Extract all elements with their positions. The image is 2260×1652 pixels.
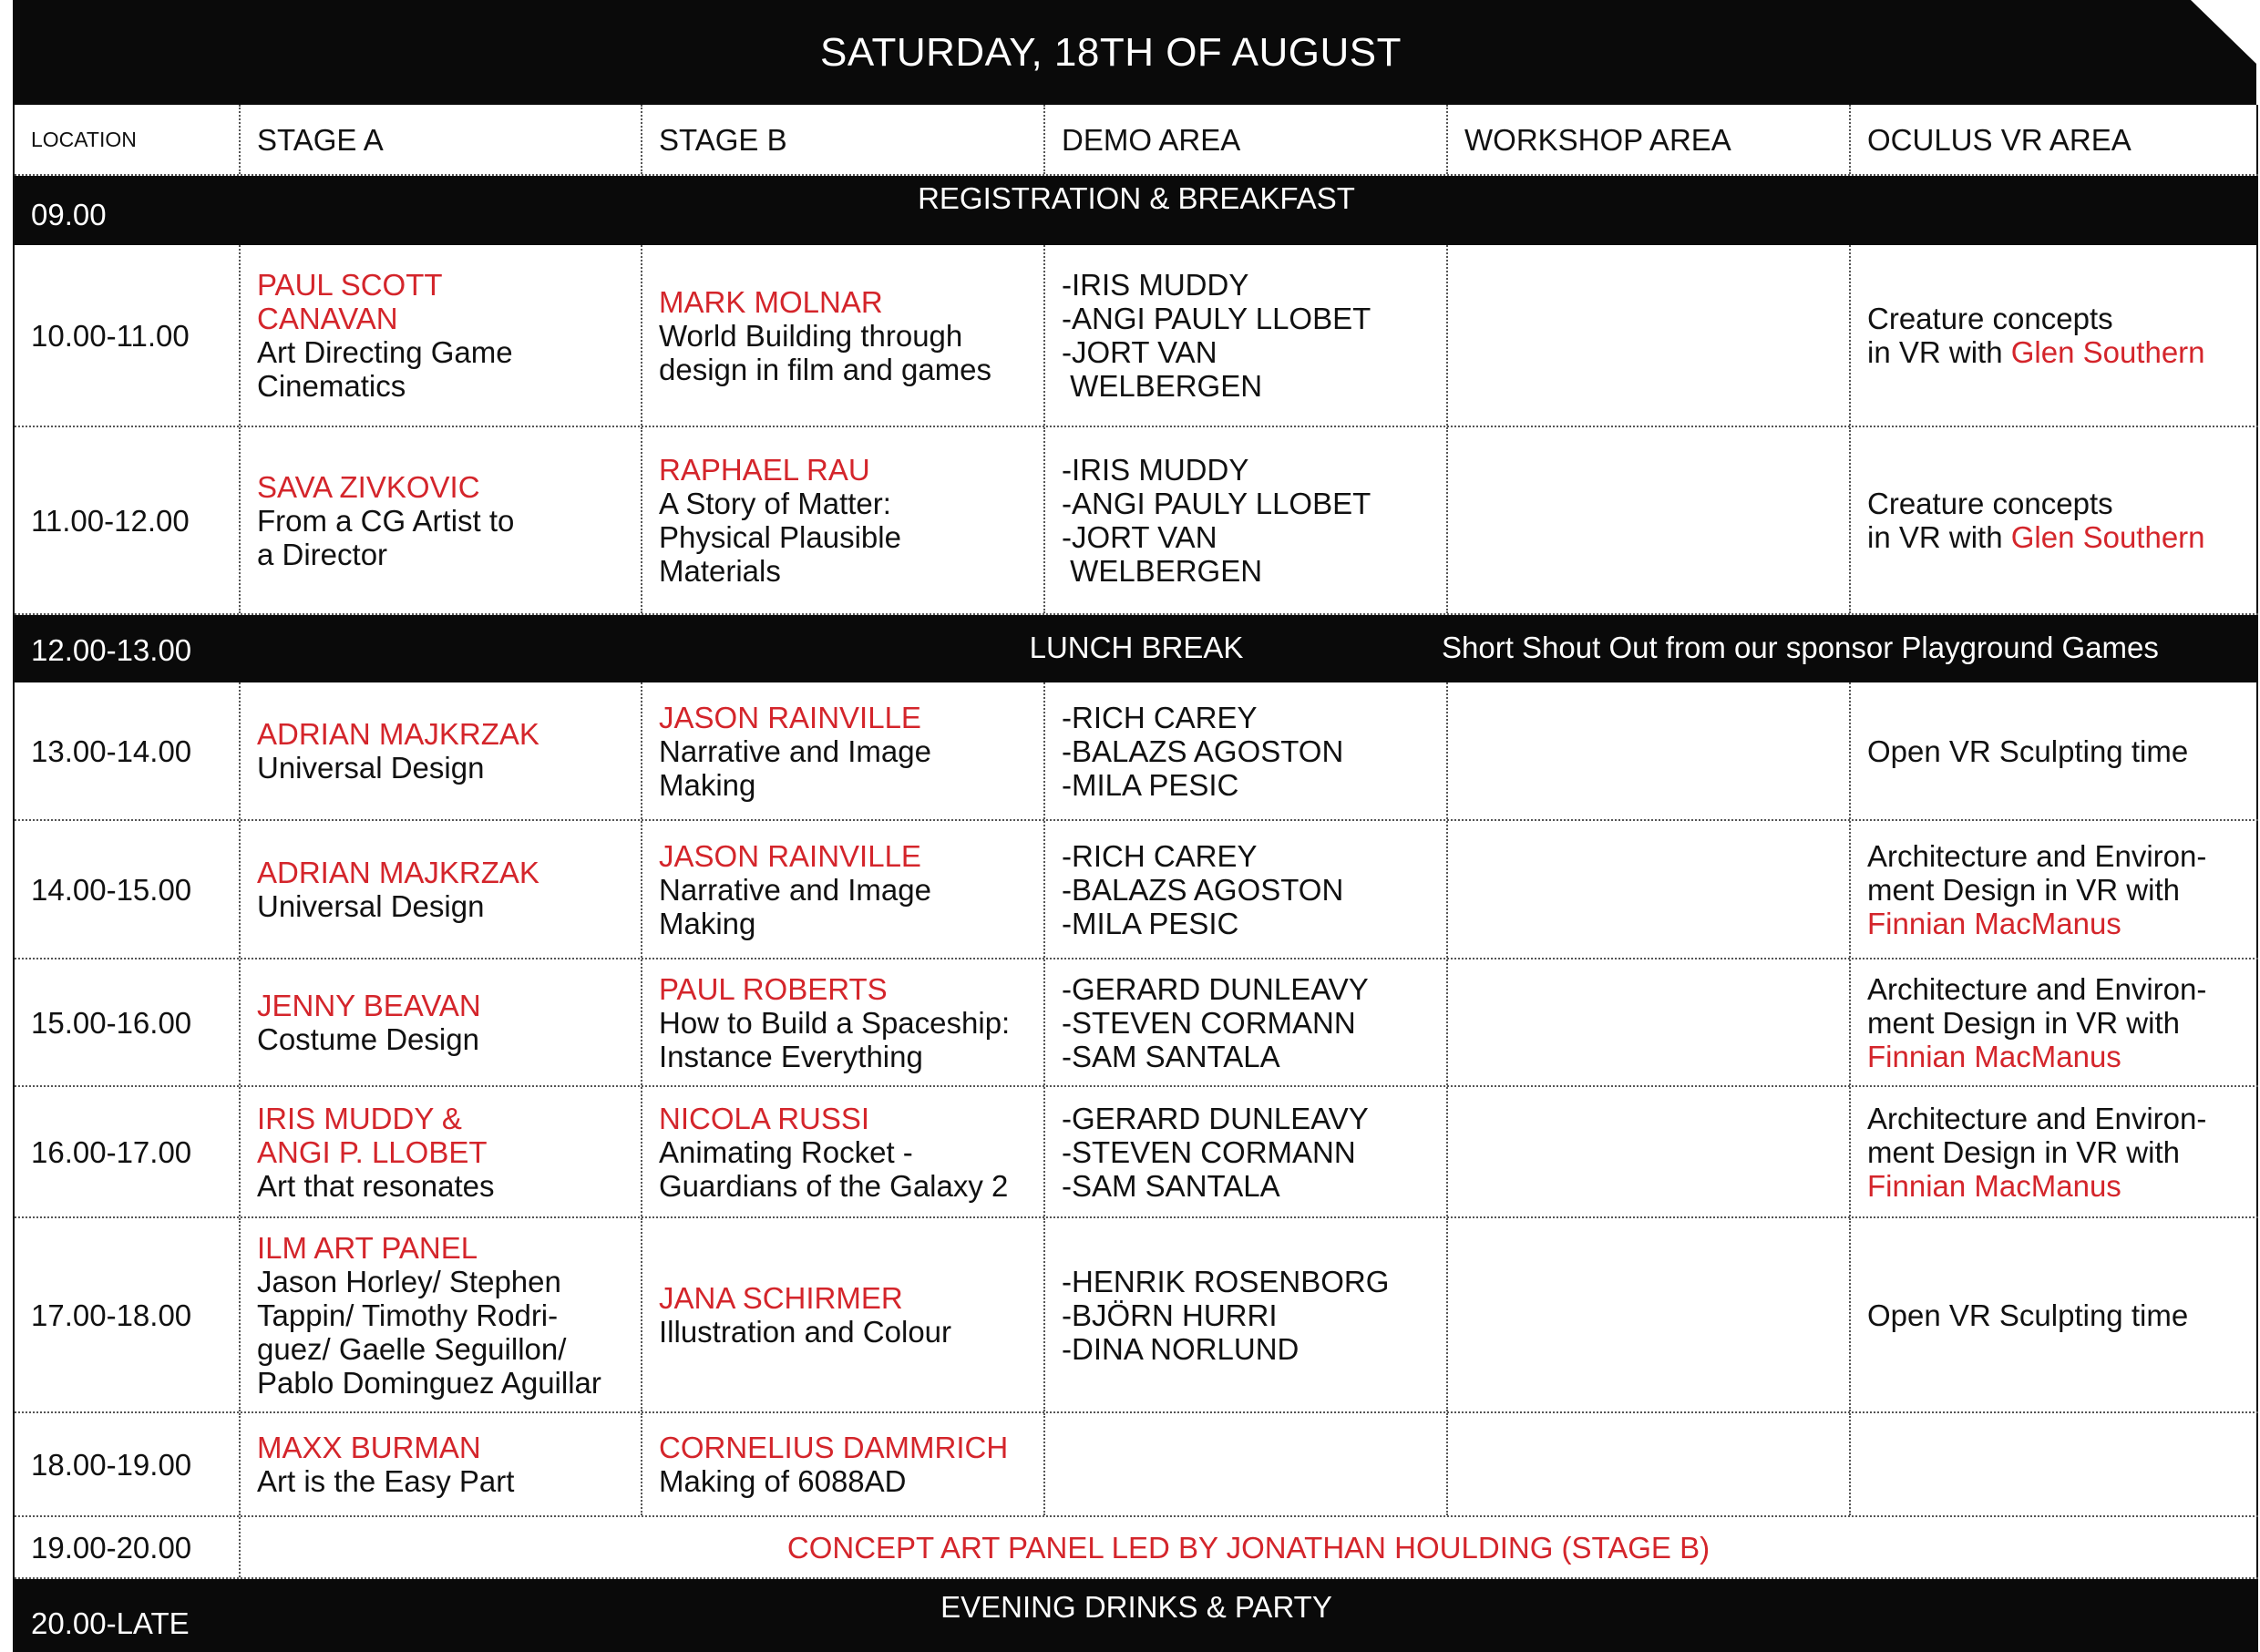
time-cell: 16.00-17.00 (15, 1087, 241, 1216)
workshop-area-cell (1448, 821, 1851, 958)
oculus-vr-cell (1851, 682, 2258, 819)
band-time: 09.00 (31, 198, 107, 231)
vr-text-line: in VR with (1867, 520, 2011, 554)
talk-title: Making (659, 906, 756, 940)
schedule-sheet (13, 0, 2256, 1640)
vr-text-line: Open VR Sculpting time (1867, 1298, 2189, 1332)
speaker-name: SAVA ZIVKOVIC (257, 469, 480, 504)
stage-b-cell (642, 821, 1045, 958)
demo-artist: -MILA PESIC (1062, 767, 1239, 802)
workshop-area-cell (1448, 959, 1851, 1085)
oculus-vr-cell (1851, 821, 2258, 958)
talk-title: Physical Plausible (659, 520, 901, 554)
demo-area-cell (1045, 682, 1448, 819)
stage-a-cell (241, 821, 642, 958)
vr-text-line: Creature concepts (1867, 302, 2113, 335)
session-row (15, 245, 2258, 427)
speaker-name: PAUL SCOTT (257, 268, 443, 302)
talk-title: Making (659, 767, 756, 802)
band-time: 12.00-13.00 (31, 633, 192, 667)
workshop-area-cell (1448, 682, 1851, 819)
session-row (15, 427, 2258, 615)
demo-artist: -SAM SANTALA (1062, 1039, 1280, 1073)
vr-text-line: Architecture and Environ- (1867, 838, 2207, 873)
talk-title: Materials (659, 554, 781, 588)
vr-text-line: ment Design in VR with (1867, 1005, 2180, 1040)
vr-session-text (1867, 1135, 2240, 1169)
time-cell: 14.00-15.00 (15, 821, 241, 958)
stage-b-cell (642, 245, 1045, 426)
vr-session-text (1867, 734, 2240, 768)
time-cell: 11.00-12.00 (15, 427, 241, 613)
vr-text-line: Architecture and Environ- (1867, 971, 2207, 1006)
registration-band (15, 176, 2258, 245)
session-row (15, 1218, 2258, 1413)
talk-title: Cinematics (257, 369, 406, 403)
vr-text-line: Creature concepts (1867, 487, 2113, 520)
band-text: EVENING DRINKS & PARTY (940, 1590, 1332, 1624)
stage-a-cell (241, 245, 642, 426)
vr-session-text (1867, 1006, 2240, 1040)
demo-artist: -IRIS MUDDY (1062, 453, 1249, 487)
vr-text-line: ment Design in VR with (1867, 872, 2180, 907)
speaker-name: NICOLA RUSSI (659, 1101, 870, 1135)
sponsor-note: Short Shout Out from our sponsor Playground Games (1442, 631, 2159, 664)
stage-b-cell (642, 1218, 1045, 1411)
header-stage-a: STAGE A (241, 105, 642, 174)
vr-text-line: in VR with (1867, 335, 2011, 369)
demo-artist: -JORT VAN (1062, 335, 1217, 369)
oculus-vr-cell (1851, 959, 2258, 1085)
vr-session-text (1867, 839, 2240, 873)
band-text: LUNCH BREAK (1029, 631, 1244, 664)
demo-area-cell (1045, 427, 1448, 613)
talk-title: Costume Design (257, 1022, 479, 1056)
speaker-name: JENNY BEAVAN (257, 989, 481, 1022)
panel-row (15, 1517, 2258, 1579)
speaker-name: MAXX BURMAN (257, 1431, 481, 1464)
speaker-name: JASON RAINVILLE (659, 700, 921, 734)
speaker-name: JASON RAINVILLE (659, 838, 921, 873)
time-cell: 13.00-14.00 (15, 682, 241, 819)
vr-text-line: Architecture and Environ- (1867, 1101, 2207, 1135)
demo-artist: WELBERGEN (1062, 369, 1263, 403)
vr-session-text (1867, 873, 2240, 907)
speaker-name: CANAVAN (257, 302, 398, 335)
vr-session-text (1867, 972, 2240, 1006)
header-workshop-area: WORKSHOP AREA (1448, 105, 1851, 174)
demo-area-cell (1045, 959, 1448, 1085)
speaker-name: ADRIAN MAJKRZAK (257, 717, 539, 751)
talk-title: Pablo Dominguez Aguillar (257, 1365, 601, 1400)
talk-title: Universal Design (257, 751, 485, 785)
demo-artist: -BJÖRN HURRI (1062, 1298, 1278, 1332)
talk-title: How to Build a Spaceship: (659, 1005, 1011, 1040)
demo-artist: WELBERGEN (1062, 554, 1263, 588)
talk-title: Making of 6088AD (659, 1464, 907, 1498)
evening-band (15, 1579, 2258, 1652)
vr-session-text (1867, 1102, 2240, 1135)
session-row (15, 1413, 2258, 1517)
demo-artist: -HENRIK ROSENBORG (1062, 1264, 1390, 1298)
session-row (15, 959, 2258, 1087)
time-cell: 10.00-11.00 (15, 245, 241, 426)
talk-title: Tappin/ Timothy Rodri- (257, 1298, 559, 1332)
band-time: 20.00-LATE (31, 1606, 190, 1640)
time-cell: 19.00-20.00 (15, 1517, 241, 1577)
stage-a-cell (241, 1218, 642, 1411)
stage-a-cell (241, 682, 642, 819)
demo-area-cell (1045, 1218, 1448, 1411)
band-text: REGISTRATION & BREAKFAST (918, 181, 1355, 215)
workshop-area-cell (1448, 245, 1851, 426)
demo-artist: -MILA PESIC (1062, 906, 1239, 940)
vr-session-text (1867, 1298, 2240, 1332)
stage-a-cell (241, 959, 642, 1085)
speaker-name: IRIS MUDDY & (257, 1101, 462, 1135)
demo-area-cell (1045, 821, 1448, 958)
talk-title: Illustration and Colour (659, 1315, 952, 1349)
speaker-name: JANA SCHIRMER (659, 1281, 903, 1315)
stage-a-cell (241, 1413, 642, 1515)
demo-artist: -RICH CAREY (1062, 838, 1258, 873)
talk-title: design in film and games (659, 352, 992, 386)
time-cell: 17.00-18.00 (15, 1218, 241, 1411)
demo-artist: -BALAZS AGOSTON (1062, 872, 1344, 907)
demo-artist: -SAM SANTALA (1062, 1168, 1280, 1203)
demo-artist: -GERARD DUNLEAVY (1062, 1101, 1369, 1135)
demo-artist: -JORT VAN (1062, 520, 1217, 554)
talk-title: guez/ Gaelle Seguillon/ (257, 1331, 567, 1366)
vr-session-text (1867, 335, 2240, 369)
demo-artist: -ANGI PAULY LLOBET (1062, 302, 1371, 335)
header-stage-b: STAGE B (642, 105, 1045, 174)
vr-host-name: Glen Southern (2010, 335, 2205, 369)
time-cell: 15.00-16.00 (15, 959, 241, 1085)
demo-artist: -GERARD DUNLEAVY (1062, 971, 1369, 1006)
workshop-area-cell (1448, 1218, 1851, 1411)
oculus-vr-cell (1851, 1218, 2258, 1411)
vr-session-text (1867, 302, 2240, 335)
schedule-title: SATURDAY, 18TH OF AUGUST (820, 30, 1402, 75)
talk-title: Narrative and Image (659, 872, 931, 907)
demo-artist: -STEVEN CORMANN (1062, 1134, 1356, 1169)
session-row (15, 1087, 2258, 1218)
speaker-name: PAUL ROBERTS (659, 971, 888, 1006)
talk-title: From a CG Artist to (257, 503, 515, 538)
session-row (15, 682, 2258, 821)
talk-title: Jason Horley/ Stephen (257, 1264, 561, 1298)
talk-title: Narrative and Image (659, 734, 931, 768)
demo-artist: -IRIS MUDDY (1062, 268, 1249, 302)
demo-area-cell (1045, 1413, 1448, 1515)
schedule-grid (13, 105, 2258, 1652)
talk-title: Instance Everything (659, 1039, 923, 1073)
speaker-name: RAPHAEL RAU (659, 453, 870, 487)
speaker-name: ANGI P. LLOBET (257, 1134, 488, 1169)
session-row (15, 821, 2258, 959)
vr-session-text (1867, 520, 2240, 554)
demo-artist: -DINA NORLUND (1062, 1331, 1300, 1366)
stage-b-cell (642, 427, 1045, 613)
talk-title: Art that resonates (257, 1168, 495, 1203)
workshop-area-cell (1448, 427, 1851, 613)
stage-b-cell (642, 1413, 1045, 1515)
vr-text-line: Open VR Sculpting time (1867, 734, 2189, 768)
talk-title: Guardians of the Galaxy 2 (659, 1168, 1009, 1203)
stage-b-cell (642, 682, 1045, 819)
workshop-area-cell (1448, 1087, 1851, 1216)
time-cell: 18.00-19.00 (15, 1413, 241, 1515)
talk-title: Art is the Easy Part (257, 1464, 515, 1498)
speaker-name: ILM ART PANEL (257, 1230, 478, 1265)
talk-title: a Director (257, 537, 388, 571)
header-row (15, 105, 2258, 176)
demo-artist: -RICH CAREY (1062, 700, 1258, 734)
speaker-name: ADRIAN MAJKRZAK (257, 856, 539, 889)
talk-title: A Story of Matter: (659, 487, 891, 520)
stage-a-cell (241, 1087, 642, 1216)
stage-b-cell (642, 959, 1045, 1085)
panel-text: CONCEPT ART PANEL LED BY JONATHAN HOULDING (STAGE B) (241, 1517, 2258, 1577)
oculus-vr-cell (1851, 427, 2258, 613)
stage-a-cell (241, 427, 642, 613)
talk-title: Universal Design (257, 889, 485, 923)
header-oculus-vr-area: OCULUS VR AREA (1851, 105, 2258, 174)
demo-artist: -ANGI PAULY LLOBET (1062, 487, 1371, 520)
talk-title: Animating Rocket - (659, 1134, 913, 1169)
demo-artist: -STEVEN CORMANN (1062, 1005, 1356, 1040)
vr-text-line: ment Design in VR with (1867, 1134, 2180, 1169)
lunch-band (15, 615, 2258, 682)
oculus-vr-cell (1851, 245, 2258, 426)
vr-host-name: Finnian MacManus (1867, 1168, 2121, 1203)
stage-b-cell (642, 1087, 1045, 1216)
talk-title: Art Directing Game (257, 335, 513, 369)
header-location: LOCATION (15, 105, 241, 174)
vr-host-name: Glen Southern (2010, 520, 2205, 554)
talk-title: World Building through (659, 318, 963, 353)
workshop-area-cell (1448, 1413, 1851, 1515)
demo-area-cell (1045, 245, 1448, 426)
speaker-name: CORNELIUS DAMMRICH (659, 1431, 1009, 1464)
oculus-vr-cell (1851, 1413, 2258, 1515)
demo-artist: -BALAZS AGOSTON (1062, 734, 1344, 768)
vr-host-name: Finnian MacManus (1867, 1039, 2121, 1073)
speaker-name: MARK MOLNAR (659, 284, 883, 319)
vr-session-text (1867, 487, 2240, 520)
demo-area-cell (1045, 1087, 1448, 1216)
oculus-vr-cell (1851, 1087, 2258, 1216)
vr-host-name: Finnian MacManus (1867, 906, 2121, 940)
header-demo-area: DEMO AREA (1045, 105, 1448, 174)
